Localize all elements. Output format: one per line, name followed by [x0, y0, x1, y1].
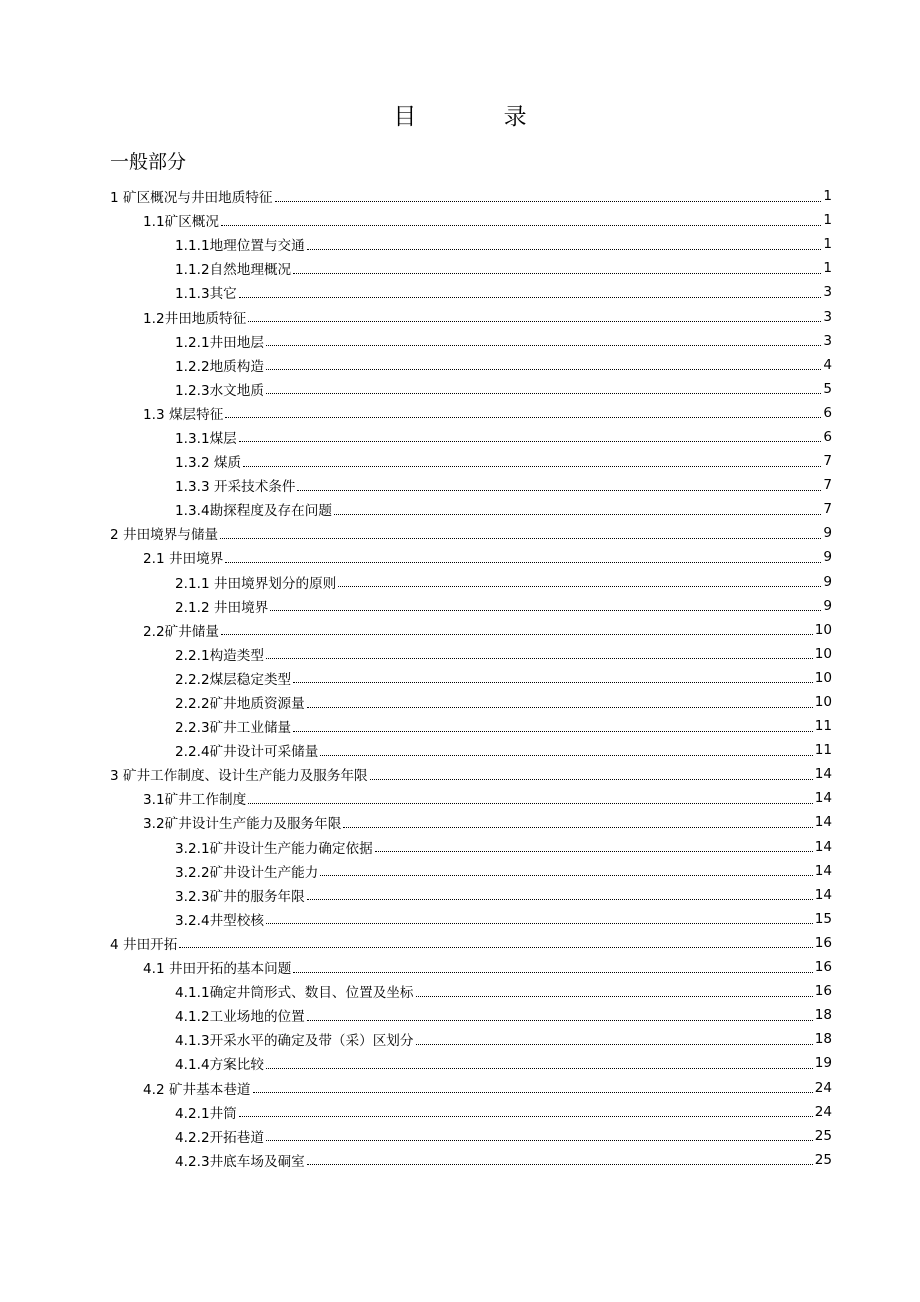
toc-page-number: 1 — [823, 236, 832, 253]
toc-page-number: 7 — [823, 501, 832, 518]
toc-page-number: 19 — [814, 1055, 832, 1072]
dot-leader — [370, 779, 813, 780]
dot-leader — [320, 875, 812, 876]
toc-entry-title: 1.3.2 煤质 — [175, 455, 242, 472]
dot-leader — [266, 923, 813, 924]
dot-leader — [338, 586, 821, 587]
toc-entry[interactable] — [110, 425, 832, 449]
dot-leader — [225, 417, 821, 418]
toc-page-number: 3 — [823, 308, 832, 325]
toc-entry-title: 3.1矿井工作制度 — [143, 792, 247, 809]
toc-page-number: 15 — [814, 910, 832, 927]
toc-page-number: 11 — [814, 718, 832, 735]
dot-leader — [243, 466, 821, 467]
toc-entry[interactable] — [110, 931, 832, 955]
dot-leader — [266, 393, 821, 394]
toc-entry[interactable] — [110, 353, 832, 377]
toc-entry[interactable] — [110, 545, 832, 569]
toc-entry[interactable] — [110, 473, 832, 497]
toc-entry[interactable] — [110, 979, 832, 1003]
dot-leader — [416, 1044, 813, 1045]
toc-entry-title: 2.1 井田境界 — [143, 551, 224, 568]
toc-entry-title: 1.3 煤层特征 — [143, 406, 224, 423]
dot-leader — [239, 441, 822, 442]
toc-entry-title: 2.1.1 井田境界划分的原则 — [175, 575, 337, 592]
toc-entry[interactable] — [110, 690, 832, 714]
toc-entry-title: 4.1.4方案比较 — [175, 1057, 264, 1074]
toc-page-number: 4 — [823, 356, 832, 373]
dot-leader — [307, 707, 813, 708]
toc-entry-title: 2.2.4矿井设计可采储量 — [175, 744, 319, 761]
dot-leader — [307, 899, 813, 900]
toc-entry[interactable] — [110, 955, 832, 979]
toc-entry[interactable] — [110, 1148, 832, 1172]
toc-entry[interactable] — [110, 786, 832, 810]
toc-entry-title: 2.2.3矿井工业储量 — [175, 720, 292, 737]
toc-page-number: 6 — [823, 404, 832, 421]
dot-leader — [266, 369, 821, 370]
toc-entry-title: 4.1.3开采水平的确定及带（采）区划分 — [175, 1033, 414, 1050]
toc-entry[interactable] — [110, 666, 832, 690]
toc-entry[interactable] — [110, 835, 832, 859]
toc-page-number: 10 — [814, 694, 832, 711]
toc-entry-title: 1.3.4勘探程度及存在问题 — [175, 503, 332, 520]
toc-page-number: 18 — [814, 1031, 832, 1048]
toc-entry[interactable] — [110, 859, 832, 883]
toc-page-number: 9 — [823, 549, 832, 566]
toc-entry-title: 4.2.3井底车场及硐室 — [175, 1153, 305, 1170]
toc-page-number: 24 — [814, 1103, 832, 1120]
toc-entry[interactable] — [110, 497, 832, 521]
toc-entry[interactable] — [110, 762, 832, 786]
dot-leader — [293, 731, 813, 732]
toc-entry[interactable] — [110, 1100, 832, 1124]
dot-leader — [221, 225, 821, 226]
toc-entry[interactable] — [110, 304, 832, 328]
toc-entry-title: 3.2矿井设计生产能力及服务年限 — [143, 816, 342, 833]
toc-entry[interactable] — [110, 1027, 832, 1051]
toc-page-number: 14 — [814, 814, 832, 831]
toc-entry-title: 2.1.2 井田境界 — [175, 599, 269, 616]
toc-entry-title: 4 井田开拓 — [110, 936, 178, 953]
toc-entry[interactable] — [110, 714, 832, 738]
toc-entry[interactable] — [110, 449, 832, 473]
toc-entry-title: 1 矿区概况与井田地质特征 — [110, 190, 273, 207]
toc-entry[interactable] — [110, 570, 832, 594]
dot-leader — [297, 490, 821, 491]
toc-entry-title: 2.2.1构造类型 — [175, 647, 264, 664]
toc-page-number: 3 — [823, 332, 832, 349]
toc-entry[interactable] — [110, 642, 832, 666]
toc-page-number: 14 — [814, 862, 832, 879]
toc-entry-title: 4.1.1确定井筒形式、数目、位置及坐标 — [175, 985, 414, 1002]
toc-entry[interactable] — [110, 1003, 832, 1027]
toc-entry[interactable] — [110, 280, 832, 304]
toc-entry[interactable] — [110, 184, 832, 208]
toc-entry-title: 2.2矿井储量 — [143, 623, 219, 640]
dot-leader — [320, 755, 812, 756]
toc-entry-title: 1.2.2地质构造 — [175, 358, 264, 375]
toc-entry-title: 1.3.3 开采技术条件 — [175, 479, 296, 496]
toc-page-number: 11 — [814, 742, 832, 759]
toc-entry-title: 3.2.1矿井设计生产能力确定依据 — [175, 840, 373, 857]
toc-page-number: 6 — [823, 428, 832, 445]
section-heading: 一般部分 — [110, 151, 187, 173]
toc-page-number: 9 — [823, 597, 832, 614]
dot-leader — [248, 321, 821, 322]
dot-leader — [266, 1140, 813, 1141]
dot-leader — [270, 610, 821, 611]
toc-entry-title: 4.2 矿井基本巷道 — [143, 1081, 251, 1098]
dot-leader — [220, 538, 821, 539]
toc-entry[interactable] — [110, 1124, 832, 1148]
dot-leader — [266, 345, 821, 346]
toc-page-number: 7 — [823, 477, 832, 494]
toc-entry[interactable] — [110, 594, 832, 618]
table-of-contents — [110, 184, 832, 1172]
toc-page-number: 16 — [814, 983, 832, 1000]
toc-page-number: 1 — [823, 260, 832, 277]
dot-leader — [266, 658, 813, 659]
toc-entry[interactable] — [110, 810, 832, 834]
toc-entry-title: 2.2.2矿井地质资源量 — [175, 696, 305, 713]
toc-entry-title: 1.2.1井田地层 — [175, 334, 264, 351]
dot-leader — [375, 851, 813, 852]
toc-entry[interactable] — [110, 907, 832, 931]
toc-entry[interactable] — [110, 232, 832, 256]
dot-leader — [307, 249, 822, 250]
toc-entry-title: 2.2.2煤层稳定类型 — [175, 671, 292, 688]
dot-leader — [334, 514, 821, 515]
toc-entry[interactable] — [110, 256, 832, 280]
toc-entry-title: 1.2井田地质特征 — [143, 310, 247, 327]
toc-page-number: 25 — [814, 1151, 832, 1168]
toc-page-number: 18 — [814, 1007, 832, 1024]
toc-page-number: 5 — [823, 380, 832, 397]
toc-entry[interactable] — [110, 618, 832, 642]
toc-entry[interactable] — [110, 377, 832, 401]
dot-leader — [248, 803, 813, 804]
toc-page-number: 1 — [823, 188, 832, 205]
toc-page-number: 9 — [823, 525, 832, 542]
toc-page-number: 16 — [814, 959, 832, 976]
dot-leader — [275, 201, 822, 202]
toc-entry-title: 3.2.3矿井的服务年限 — [175, 888, 305, 905]
toc-page-number: 10 — [814, 669, 832, 686]
toc-entry-title: 1.2.3水文地质 — [175, 382, 264, 399]
toc-page-number: 14 — [814, 790, 832, 807]
dot-leader — [307, 1020, 813, 1021]
toc-entry-title: 1.1.3其它 — [175, 286, 237, 303]
toc-entry-title: 3 矿井工作制度、设计生产能力及服务年限 — [110, 768, 368, 785]
dot-leader — [179, 947, 812, 948]
toc-entry[interactable] — [110, 1051, 832, 1075]
toc-page-number: 10 — [814, 645, 832, 662]
dot-leader — [416, 996, 813, 997]
toc-entry-title: 1.1.2自然地理概况 — [175, 262, 292, 279]
toc-entry[interactable] — [110, 1075, 832, 1099]
toc-entry[interactable] — [110, 329, 832, 353]
dot-leader — [253, 1092, 813, 1093]
toc-page-number: 24 — [814, 1079, 832, 1096]
page-title: 目 录 — [393, 104, 567, 130]
toc-entry-title: 1.1矿区概况 — [143, 214, 219, 231]
dot-leader — [239, 1116, 813, 1117]
toc-entry-title: 2 井田境界与储量 — [110, 527, 219, 544]
toc-entry[interactable] — [110, 883, 832, 907]
toc-entry-title: 3.2.2矿井设计生产能力 — [175, 864, 319, 881]
dot-leader — [293, 682, 813, 683]
toc-entry[interactable] — [110, 521, 832, 545]
toc-entry[interactable] — [110, 208, 832, 232]
dot-leader — [221, 634, 813, 635]
toc-page-number: 1 — [823, 212, 832, 229]
toc-entry[interactable] — [110, 401, 832, 425]
toc-page-number: 7 — [823, 453, 832, 470]
toc-page-number: 9 — [823, 573, 832, 590]
toc-entry-title: 3.2.4井型校核 — [175, 912, 264, 929]
dot-leader — [307, 1164, 813, 1165]
dot-leader — [225, 562, 821, 563]
toc-page-number: 10 — [814, 621, 832, 638]
toc-page-number: 3 — [823, 284, 832, 301]
toc-entry[interactable] — [110, 738, 832, 762]
toc-page-number: 25 — [814, 1127, 832, 1144]
dot-leader — [266, 1068, 813, 1069]
toc-page-number: 16 — [814, 934, 832, 951]
dot-leader — [343, 827, 812, 828]
toc-entry-title: 4.1 井田开拓的基本问题 — [143, 961, 292, 978]
toc-entry-title: 4.2.1井筒 — [175, 1105, 237, 1122]
toc-entry-title: 1.1.1地理位置与交通 — [175, 238, 305, 255]
toc-entry-title: 4.2.2开拓巷道 — [175, 1129, 264, 1146]
toc-entry-title: 1.3.1煤层 — [175, 430, 237, 447]
toc-page-number: 14 — [814, 838, 832, 855]
dot-leader — [293, 273, 821, 274]
toc-page-number: 14 — [814, 886, 832, 903]
dot-leader — [293, 972, 812, 973]
toc-entry-title: 4.1.2工业场地的位置 — [175, 1009, 305, 1026]
toc-page-number: 14 — [814, 766, 832, 783]
dot-leader — [239, 297, 822, 298]
